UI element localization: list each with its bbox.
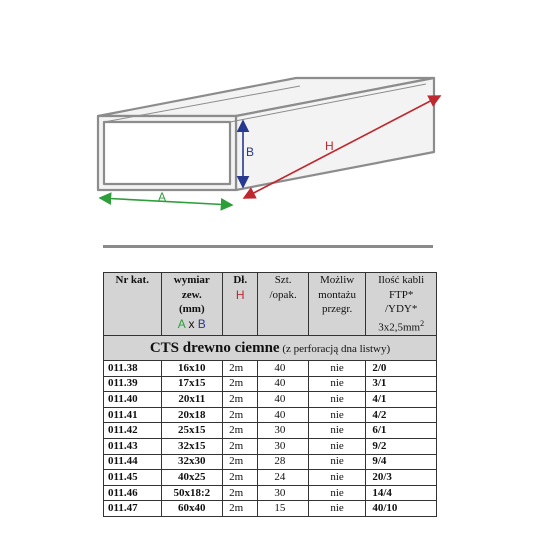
cell-ilosc: 4/1	[366, 392, 437, 408]
table-row	[104, 392, 437, 408]
duct-body	[98, 78, 434, 190]
cell-wymiar: 50x18:2	[161, 485, 223, 501]
header-dl-label: Dł.	[233, 274, 248, 286]
cell-ilosc: 2/0	[366, 361, 437, 377]
dimension-h-label: H	[325, 139, 334, 153]
dimension-a-label: A	[158, 190, 167, 204]
cell-wymiar: 32x30	[161, 454, 223, 470]
header-mozliw-line1: Możliw	[319, 274, 355, 286]
cell-mozliw: nie	[308, 407, 366, 423]
cell-wymiar: 17x15	[161, 376, 223, 392]
header-nr-kat: Nr kat.	[104, 273, 162, 336]
spec-table	[103, 272, 437, 517]
cell-nr-kat: 011.45	[104, 470, 162, 486]
section-divider	[103, 245, 433, 248]
header-wymiar	[161, 273, 223, 336]
section-title: CTS drewno ciemne	[149, 339, 280, 356]
table-body	[104, 361, 437, 517]
cell-szt: 40	[258, 361, 308, 377]
cell-nr-kat: 011.44	[104, 454, 162, 470]
table-row	[104, 376, 437, 392]
header-ilosc-sup: 2	[420, 318, 425, 328]
cell-dl: 2m	[223, 501, 258, 517]
cell-ilosc: 20/3	[366, 470, 437, 486]
cell-wymiar: 20x11	[161, 392, 223, 408]
cell-mozliw: nie	[308, 361, 366, 377]
cell-szt: 24	[258, 470, 308, 486]
header-mozliw-line2: montażu	[318, 288, 357, 301]
cell-wymiar: 16x10	[161, 361, 223, 377]
header-ilosc-line2: FTP*	[388, 288, 414, 301]
cell-ilosc: 9/4	[366, 454, 437, 470]
cell-mozliw: nie	[308, 376, 366, 392]
cell-mozliw: nie	[308, 485, 366, 501]
cell-mozliw: nie	[308, 501, 366, 517]
cell-nr-kat: 011.43	[104, 439, 162, 455]
cell-szt: 30	[258, 423, 308, 439]
cell-nr-kat: 011.41	[104, 407, 162, 423]
cell-mozliw: nie	[308, 454, 366, 470]
cell-nr-kat: 011.38	[104, 361, 162, 377]
cell-wymiar: 20x18	[161, 407, 223, 423]
table-header-row	[104, 273, 437, 336]
header-mozliw	[308, 273, 366, 336]
header-ilosc-line4: 3x2,5mm	[378, 321, 421, 334]
cell-szt: 30	[258, 485, 308, 501]
cell-nr-kat: 011.46	[104, 485, 162, 501]
header-wymiar-x: x	[188, 316, 195, 331]
cell-dl: 2m	[223, 485, 258, 501]
duct-profile-diagram	[0, 0, 536, 250]
section-row	[104, 336, 437, 361]
header-szt-line2: /opak.	[269, 288, 297, 301]
header-szt	[258, 273, 308, 336]
header-wymiar-line1: wymiar	[173, 274, 210, 286]
cell-ilosc: 9/2	[366, 439, 437, 455]
cell-dl: 2m	[223, 439, 258, 455]
cell-wymiar: 60x40	[161, 501, 223, 517]
cell-szt: 30	[258, 439, 308, 455]
table-row	[104, 470, 437, 486]
cell-nr-kat: 011.42	[104, 423, 162, 439]
cell-dl: 2m	[223, 361, 258, 377]
cell-nr-kat: 011.47	[104, 501, 162, 517]
header-ilosc-line3: /YDY*	[384, 303, 418, 316]
cell-szt: 40	[258, 407, 308, 423]
cell-ilosc: 6/1	[366, 423, 437, 439]
cell-szt: 15	[258, 501, 308, 517]
cell-dl: 2m	[223, 470, 258, 486]
cell-dl: 2m	[223, 376, 258, 392]
cell-ilosc: 40/10	[366, 501, 437, 517]
cell-ilosc: 4/2	[366, 407, 437, 423]
table-row	[104, 485, 437, 501]
cell-mozliw: nie	[308, 470, 366, 486]
header-mozliw-line3: przegr.	[321, 303, 353, 316]
cell-dl: 2m	[223, 407, 258, 423]
cell-szt: 28	[258, 454, 308, 470]
cell-mozliw: nie	[308, 439, 366, 455]
table-row	[104, 501, 437, 517]
header-wymiar-line2: zew.	[181, 288, 202, 301]
header-dl-h: H	[235, 287, 245, 302]
table-row	[104, 407, 437, 423]
table-row	[104, 454, 437, 470]
cell-nr-kat: 011.40	[104, 392, 162, 408]
header-dl	[223, 273, 258, 336]
header-szt-line1: Szt.	[274, 274, 292, 286]
cell-mozliw: nie	[308, 392, 366, 408]
cell-ilosc: 14/4	[366, 485, 437, 501]
cell-wymiar: 40x25	[161, 470, 223, 486]
cell-szt: 40	[258, 376, 308, 392]
header-ilosc-line1: Ilość kabli	[378, 274, 425, 286]
cell-mozliw: nie	[308, 423, 366, 439]
header-wymiar-a: A	[177, 316, 186, 331]
cell-wymiar: 25x15	[161, 423, 223, 439]
section-cell	[104, 336, 437, 361]
cell-nr-kat: 011.39	[104, 376, 162, 392]
cell-dl: 2m	[223, 392, 258, 408]
cell-dl: 2m	[223, 423, 258, 439]
cell-dl: 2m	[223, 454, 258, 470]
table-row	[104, 439, 437, 455]
cell-ilosc: 3/1	[366, 376, 437, 392]
cell-szt: 40	[258, 392, 308, 408]
header-wymiar-b: B	[197, 316, 206, 331]
section-note: (z perforacją dna listwy)	[282, 342, 391, 355]
table-row	[104, 423, 437, 439]
header-wymiar-line3: (mm)	[178, 303, 205, 316]
table-row	[104, 361, 437, 377]
cell-wymiar: 32x15	[161, 439, 223, 455]
dimension-b-label: B	[246, 145, 255, 159]
header-ilosc	[366, 273, 437, 336]
